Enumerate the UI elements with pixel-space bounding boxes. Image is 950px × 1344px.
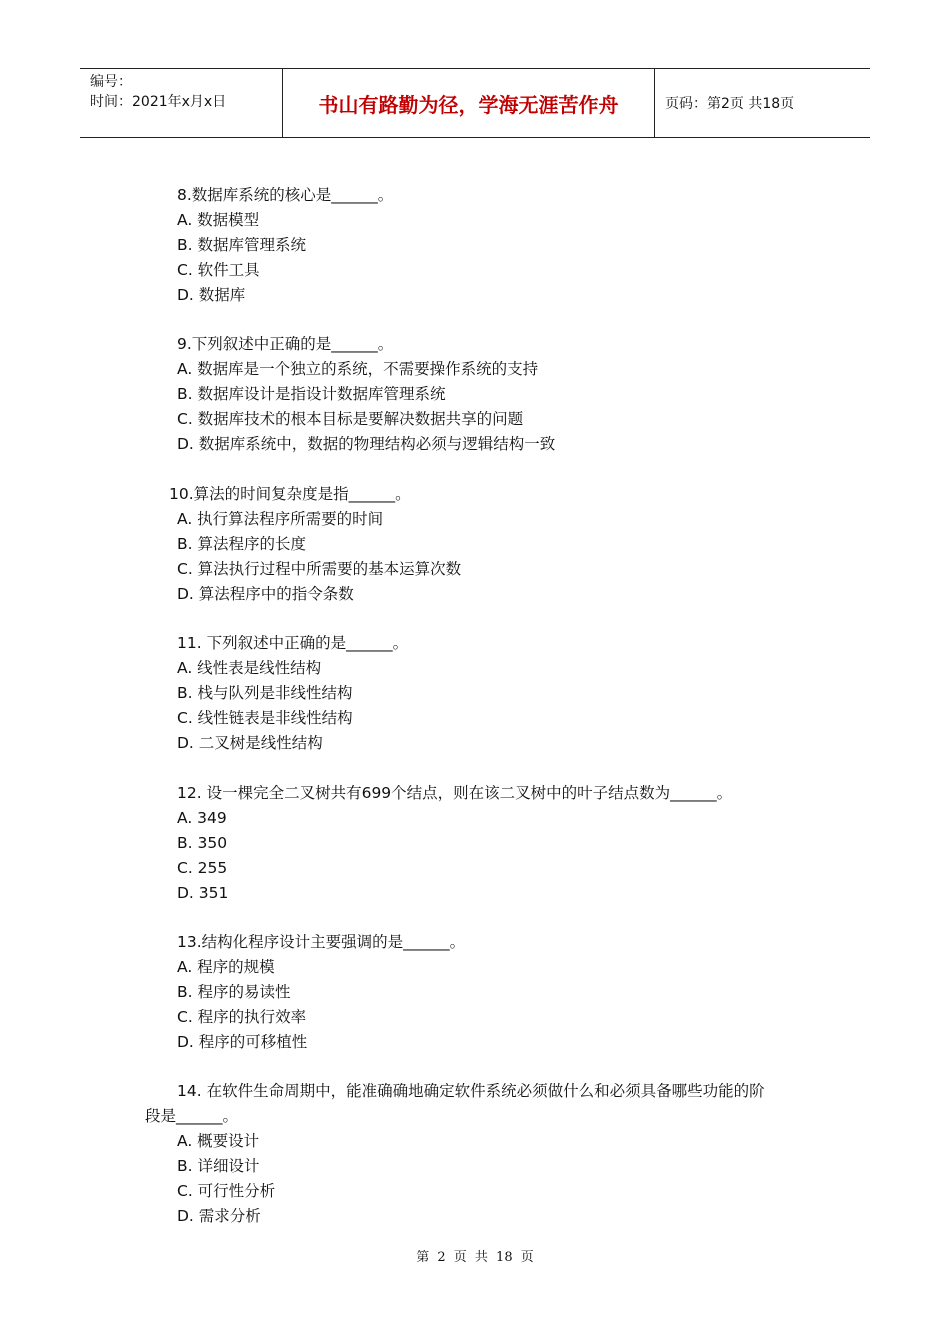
option-a: A. 程序的规模 — [177, 958, 275, 976]
option-a: A. 线性表是线性结构 — [177, 659, 322, 677]
question-stem: 14. 在软件生命周期中，能准确确地确定软件系统必须做什么和必须具备哪些功能的阶 — [177, 1082, 765, 1100]
question-stem: 9.下列叙述中正确的是______。 — [177, 335, 394, 353]
question-stem-continued: 段是______。 — [145, 1107, 239, 1125]
question-stem: 11. 下列叙述中正确的是______。 — [177, 634, 409, 652]
option-d: D. 需求分析 — [177, 1207, 261, 1225]
option-a: A. 数据库是一个独立的系统，不需要操作系统的支持 — [177, 360, 539, 378]
header-meta — [80, 69, 282, 137]
option-a: A. 执行算法程序所需要的时间 — [177, 510, 384, 528]
question-stem: 8.数据库系统的核心是______。 — [177, 186, 394, 204]
question-stem: 13.结构化程序设计主要强调的是______。 — [177, 933, 466, 951]
option-b: B. 算法程序的长度 — [177, 535, 306, 553]
option-d: D. 数据库 — [177, 286, 246, 304]
option-c: C. 软件工具 — [177, 261, 260, 279]
code-label: 编号： — [90, 74, 132, 90]
option-c: C. 可行性分析 — [177, 1182, 276, 1200]
option-d: D. 数据库系统中，数据的物理结构必须与逻辑结构一致 — [177, 435, 556, 453]
page-footer: 第 2 页 共 18 页 — [416, 1250, 534, 1265]
question-stem: 10.算法的时间复杂度是指______。 — [169, 485, 411, 503]
page-header — [80, 68, 870, 138]
question-stem: 12. 设一棵完全二叉树共有699个结点，则在该二叉树中的叶子结点数为______。 — [177, 784, 733, 802]
question-14 — [145, 1079, 765, 1229]
question-9 — [177, 332, 555, 457]
option-b: B. 数据库设计是指设计数据库管理系统 — [177, 385, 446, 403]
question-10 — [169, 482, 461, 607]
header-motto: 书山有路勤为径，学海无涯苦作舟 — [282, 69, 655, 137]
option-d: D. 算法程序中的指令条数 — [177, 585, 354, 603]
question-12 — [177, 781, 732, 906]
option-c: C. 数据库技术的根本目标是要解决数据共享的问题 — [177, 410, 524, 428]
option-c: C. 程序的执行效率 — [177, 1008, 307, 1026]
option-b: B. 详细设计 — [177, 1157, 260, 1175]
option-a: A. 数据模型 — [177, 211, 260, 229]
option-c: C. 线性链表是非线性结构 — [177, 709, 353, 727]
option-d: D. 二叉树是线性结构 — [177, 734, 323, 752]
option-c: C. 算法执行过程中所需要的基本运算次数 — [177, 560, 462, 578]
question-8 — [177, 183, 393, 308]
question-11 — [177, 631, 408, 756]
option-b: B. 栈与队列是非线性结构 — [177, 684, 353, 702]
option-d: D. 351 — [177, 884, 229, 902]
date-label: 时间：2021年x月x日 — [90, 94, 227, 110]
option-d: D. 程序的可移植性 — [177, 1033, 308, 1051]
option-b: B. 数据库管理系统 — [177, 236, 306, 254]
option-b: B. 350 — [177, 834, 228, 852]
option-a: A. 349 — [177, 809, 227, 827]
option-b: B. 程序的易读性 — [177, 983, 291, 1001]
header-page-label: 页码：第2页 共18页 — [665, 96, 795, 112]
option-c: C. 255 — [177, 859, 228, 877]
option-a: A. 概要设计 — [177, 1132, 260, 1150]
question-13 — [177, 930, 465, 1055]
